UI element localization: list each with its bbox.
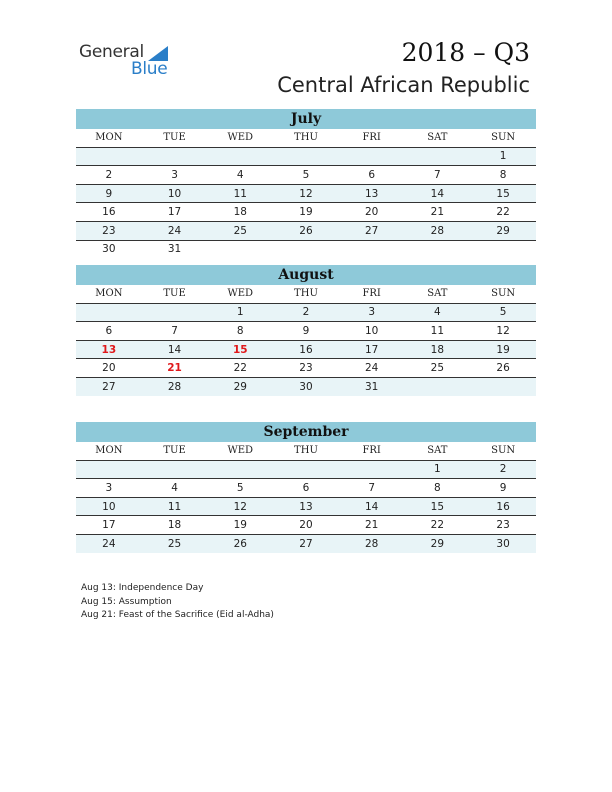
day-cell: 2 — [273, 303, 339, 322]
day-cell: 23 — [76, 221, 142, 240]
day-cell — [273, 147, 339, 166]
day-cell — [339, 240, 405, 258]
weekday-label: TUE — [142, 129, 208, 147]
day-cell: 30 — [273, 377, 339, 395]
day-cell: 16 — [273, 340, 339, 359]
day-cell — [339, 460, 405, 479]
day-cell: 8 — [470, 166, 536, 185]
day-cell: 4 — [405, 303, 471, 322]
day-cell: 29 — [207, 377, 273, 395]
day-cell: 23 — [470, 516, 536, 535]
day-cell: 15 — [405, 497, 471, 516]
day-cell: 10 — [339, 322, 405, 341]
week-row — [76, 147, 536, 166]
weekday-label: SAT — [405, 285, 471, 303]
day-cell: 9 — [273, 322, 339, 341]
day-cell: 29 — [405, 534, 471, 552]
day-cell: 5 — [273, 166, 339, 185]
day-cell: 10 — [76, 497, 142, 516]
week-row — [76, 460, 536, 479]
day-cell — [142, 460, 208, 479]
weekday-label: SAT — [405, 442, 471, 460]
day-cell: 24 — [142, 221, 208, 240]
weekday-label: SAT — [405, 129, 471, 147]
day-cell: 31 — [167, 243, 182, 256]
month-title: September — [76, 422, 536, 442]
weekday-label: THU — [273, 442, 339, 460]
day-cell: 30 — [102, 243, 116, 256]
day-cell — [339, 147, 405, 166]
day-cell: 31 — [339, 377, 405, 395]
day-cell: 6 — [339, 166, 405, 185]
holiday-note: Aug 15: Assumption — [81, 596, 172, 607]
weekday-label: FRI — [339, 442, 405, 460]
week-row — [76, 497, 536, 516]
day-cell: 7 — [339, 479, 405, 498]
day-cell: 24 — [339, 359, 405, 378]
weekday-label: MON — [76, 285, 142, 303]
week-row — [76, 221, 536, 240]
day-cell — [273, 460, 339, 479]
day-cell: 27 — [273, 534, 339, 552]
day-cell: 17 — [142, 203, 208, 222]
day-cell: 19 — [273, 203, 339, 222]
day-cell: 21 — [339, 516, 405, 535]
holiday-note: Aug 21: Feast of the Sacrifice (Eid al-Adha) — [81, 610, 274, 620]
day-cell: 9 — [76, 184, 142, 203]
day-cell: 4 — [142, 479, 208, 498]
day-cell — [207, 240, 273, 258]
day-cell: 15 — [470, 184, 536, 203]
weekday-label: WED — [207, 129, 273, 147]
logo-word-general: General — [79, 42, 144, 62]
day-cell: 1 — [405, 460, 471, 479]
weekday-label: SUN — [470, 442, 536, 460]
day-cell: 10 — [142, 184, 208, 203]
day-cell: 26 — [273, 221, 339, 240]
day-cell: 13 — [339, 184, 405, 203]
week-row — [76, 166, 536, 185]
day-cell: 26 — [207, 534, 273, 552]
day-cell — [405, 377, 471, 395]
day-cell: 5 — [470, 303, 536, 322]
month-block-september — [76, 422, 536, 553]
day-cell — [273, 240, 339, 258]
day-cell: 20 — [76, 359, 142, 378]
day-cell: 3 — [142, 166, 208, 185]
day-cell — [142, 303, 208, 322]
day-cell: 8 — [405, 479, 471, 498]
day-cell: 20 — [339, 203, 405, 222]
day-cell: 8 — [207, 322, 273, 341]
month-block-august — [76, 265, 536, 396]
weekday-label: WED — [207, 285, 273, 303]
day-cell: 16 — [470, 497, 536, 516]
weekday-header-row — [76, 129, 536, 147]
week-row — [76, 340, 536, 359]
day-cell: 28 — [405, 221, 471, 240]
week-row — [76, 184, 536, 203]
day-cell: 27 — [339, 221, 405, 240]
day-cell: 5 — [207, 479, 273, 498]
day-cell: 22 — [470, 203, 536, 222]
weekday-header-row — [76, 442, 536, 460]
month-grid — [76, 129, 536, 258]
day-cell: 21 — [405, 203, 471, 222]
day-cell: 17 — [76, 516, 142, 535]
day-cell: 19 — [470, 340, 536, 359]
day-cell: 4 — [207, 166, 273, 185]
day-cell: 30 — [470, 534, 536, 552]
day-cell: 1 — [207, 303, 273, 322]
generalblue-logo — [79, 42, 179, 82]
logo-word-blue: Blue — [131, 59, 168, 79]
day-cell: 11 — [405, 322, 471, 341]
day-cell: 1 — [470, 147, 536, 166]
day-cell: 18 — [207, 203, 273, 222]
weekday-label: SUN — [470, 285, 536, 303]
weekday-header-row — [76, 285, 536, 303]
holiday-notes — [81, 582, 274, 623]
day-cell: 22 — [207, 359, 273, 378]
month-title: July — [76, 109, 536, 129]
holiday-day-cell: 15 — [207, 340, 273, 359]
day-cell: 12 — [273, 184, 339, 203]
day-cell: 12 — [207, 497, 273, 516]
day-cell: 16 — [76, 203, 142, 222]
day-cell: 25 — [142, 534, 208, 552]
weekday-label: THU — [273, 285, 339, 303]
weekday-label: WED — [207, 442, 273, 460]
day-cell: 9 — [470, 479, 536, 498]
day-cell — [207, 460, 273, 479]
week-row — [76, 534, 536, 552]
day-cell: 6 — [76, 322, 142, 341]
day-cell: 20 — [273, 516, 339, 535]
day-cell: 19 — [207, 516, 273, 535]
day-cell: 14 — [142, 340, 208, 359]
day-cell: 18 — [405, 340, 471, 359]
weekday-label: MON — [76, 442, 142, 460]
holiday-note: Aug 13: Independence Day — [81, 583, 204, 593]
day-cell: 24 — [76, 534, 142, 552]
day-cell: 2 — [470, 460, 536, 479]
day-cell: 25 — [207, 221, 273, 240]
day-cell: 6 — [273, 479, 339, 498]
day-cell: 18 — [142, 516, 208, 535]
day-cell — [76, 303, 142, 322]
day-cell: 13 — [273, 497, 339, 516]
week-row — [76, 359, 536, 378]
day-cell: 28 — [142, 377, 208, 395]
week-row — [76, 479, 536, 498]
day-cell: 11 — [207, 184, 273, 203]
weekday-label: FRI — [339, 285, 405, 303]
day-cell: 25 — [405, 359, 471, 378]
week-row — [76, 322, 536, 341]
day-cell: 28 — [339, 534, 405, 552]
weekday-label: TUE — [142, 285, 208, 303]
day-cell: 3 — [339, 303, 405, 322]
month-grid — [76, 442, 536, 553]
day-cell: 7 — [142, 322, 208, 341]
day-cell: 2 — [76, 166, 142, 185]
day-cell: 7 — [405, 166, 471, 185]
day-cell: 26 — [470, 359, 536, 378]
day-cell — [470, 377, 536, 395]
country-name: Central African Republic — [277, 73, 530, 97]
week-row — [76, 240, 536, 258]
day-cell — [470, 240, 536, 258]
day-cell — [76, 460, 142, 479]
day-cell: 11 — [142, 497, 208, 516]
day-cell: 12 — [470, 322, 536, 341]
day-cell: 17 — [339, 340, 405, 359]
day-cell: 3 — [76, 479, 142, 498]
weekday-label: SUN — [470, 129, 536, 147]
weekday-label: MON — [76, 129, 142, 147]
day-cell — [76, 147, 142, 166]
month-title: August — [76, 265, 536, 285]
day-cell — [405, 240, 471, 258]
week-row — [76, 516, 536, 535]
day-cell: 22 — [405, 516, 471, 535]
day-cell: 23 — [273, 359, 339, 378]
week-row — [76, 203, 536, 222]
page-title: 2018 – Q3 — [401, 38, 530, 67]
day-cell: 27 — [76, 377, 142, 395]
week-row — [76, 303, 536, 322]
month-grid — [76, 285, 536, 396]
weekday-label: TUE — [142, 442, 208, 460]
weekday-label: THU — [273, 129, 339, 147]
weekday-label: FRI — [339, 129, 405, 147]
day-cell — [207, 147, 273, 166]
holiday-day-cell: 13 — [76, 340, 142, 359]
week-row — [76, 377, 536, 395]
day-cell: 14 — [339, 497, 405, 516]
month-block-july — [76, 109, 536, 258]
day-cell — [405, 147, 471, 166]
day-cell: 29 — [470, 221, 536, 240]
holiday-day-cell: 21 — [142, 359, 208, 378]
day-cell: 14 — [405, 184, 471, 203]
day-cell — [142, 147, 208, 166]
